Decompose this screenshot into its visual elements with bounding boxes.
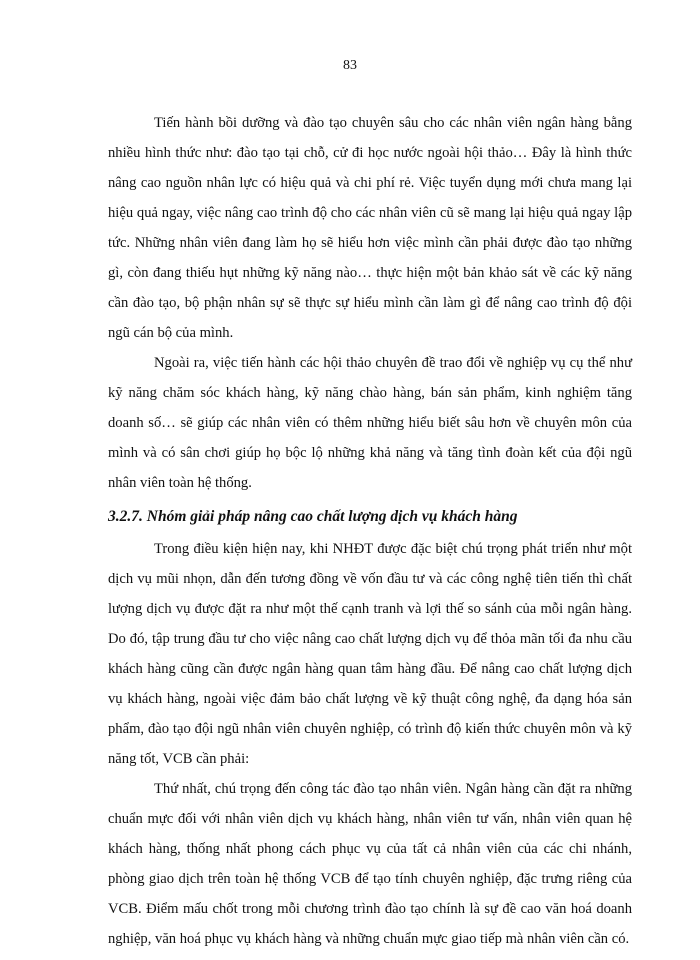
document-body xyxy=(108,108,632,954)
section-heading: 3.2.7. Nhóm giải pháp nâng cao chất lượng dịch vụ khách hàng xyxy=(108,508,518,525)
paragraph-first-measure: Thứ nhất, chú trọng đến công tác đào tạo nhân viên. Ngân hàng cần đặt ra những chuẩn mực đối với nhân viên dịch vụ khách hàng, nhân viên tư vấn, nhân viên quan hệ khách hàng, thống nhất phong cách phục vụ của tất cả nhân viên của các chi nhánh, phòng giao dịch trên toàn hệ thống VCB để tạo tính chuyên nghiệp, đặc trưng riêng của VCB. Điểm mấu chốt trong mỗi chương trình đào tạo chính là sự đề cao văn hoá doanh nghiệp, văn hoá phục vụ khách hàng và những chuẩn mực giao tiếp mà nhân viên cần có. xyxy=(108,781,632,947)
page-number: 83 xyxy=(343,58,357,73)
paragraph-training: Tiến hành bồi dưỡng và đào tạo chuyên sâu cho các nhân viên ngân hàng bằng nhiều hình thức như: đào tạo tại chỗ, cử đi học nước ngoài hội thảo… Đây là hình thức nâng cao nguồn nhân lực có hiệu quả và chi phí rẻ. Việc tuyển dụng mới chưa mang lại hiệu quả ngay, việc nâng cao trình độ cho các nhân viên cũ sẽ mang lại hiệu quả ngay lập tức. Những nhân viên đang làm họ sẽ hiểu hơn việc mình cần phải được đào tạo những gì, còn đang thiếu hụt những kỹ năng nào… thực hiện một bản khảo sát về các kỹ năng cần đào tạo, bộ phận nhân sự sẽ thực sự hiểu mình cần làm gì để nâng cao trình độ đội ngũ cán bộ của mình. xyxy=(108,115,632,341)
paragraph-service-quality: Trong điều kiện hiện nay, khi NHĐT được đặc biệt chú trọng phát triển như một dịch vụ mũi nhọn, dẫn đến tương đồng về vốn đầu tư và các công nghệ tiên tiến thì chất lượng dịch vụ được đặt ra như một thế cạnh tranh và lợi thế so sánh của mỗi ngân hàng. Do đó, tập trung đầu tư cho việc nâng cao chất lượng dịch vụ để thỏa mãn tối đa nhu cầu khách hàng cũng cần được ngân hàng quan tâm hàng đầu. Để nâng cao chất lượng dịch vụ khách hàng, ngoài việc đảm bảo chất lượng về kỹ thuật công nghệ, đa dạng hóa sản phẩm, đào tạo đội ngũ nhân viên chuyên nghiệp, có trình độ kiến thức chuyên môn và kỹ năng tốt, VCB cần phải: xyxy=(108,541,632,767)
paragraph-seminars: Ngoài ra, việc tiến hành các hội thảo chuyên đề trao đổi về nghiệp vụ cụ thể như kỹ năng chăm sóc khách hàng, kỹ năng chào hàng, bán sản phẩm, kinh nghiệm tăng doanh số… sẽ giúp các nhân viên có thêm những hiểu biết sâu hơn về chuyên môn của mình và có sân chơi giúp họ bộc lộ những khả năng và tăng tình đoàn kết của đội ngũ nhân viên toàn hệ thống. xyxy=(108,355,632,491)
